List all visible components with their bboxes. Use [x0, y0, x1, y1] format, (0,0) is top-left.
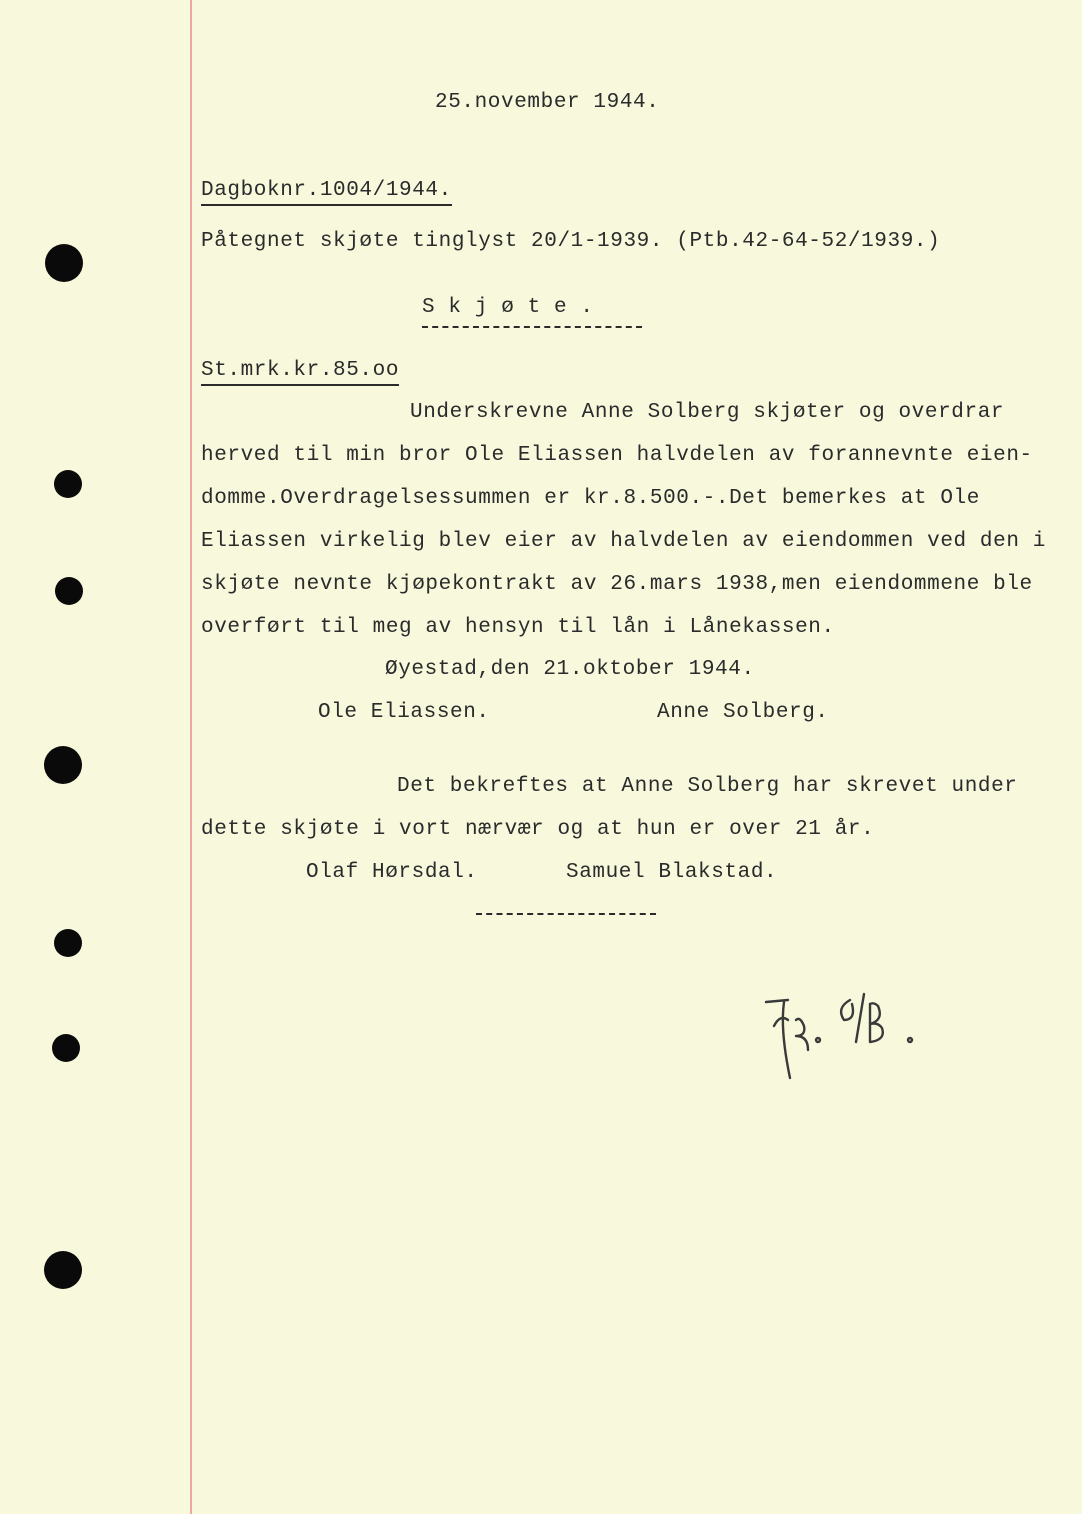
body-line: Underskrevne Anne Solberg skjøter og overdrar — [410, 401, 1005, 424]
body-line: domme.Overdragelsessummen er kr.8.500.-.Det bemerkes at Ole — [201, 487, 980, 510]
witness-2: Samuel Blakstad. — [566, 861, 778, 884]
stamp-duty: St.mrk.kr.85.oo — [201, 360, 399, 386]
signatory-seller: Anne Solberg. — [657, 701, 829, 724]
witness-1: Olaf Hørsdal. — [306, 861, 478, 884]
punch-hole — [44, 1251, 82, 1289]
scan-border — [0, 1514, 1082, 1536]
body-line: skjøte nevnte kjøpekontrakt av 26.mars 1938,men eiendommene ble — [201, 573, 1033, 596]
punch-hole — [55, 577, 83, 605]
margin-rule — [190, 0, 192, 1514]
punch-hole — [54, 929, 82, 957]
punch-hole — [54, 470, 82, 498]
punch-hole — [45, 244, 83, 282]
place-date: Øyestad,den 21.oktober 1944. — [385, 658, 755, 681]
closing-rule — [476, 913, 656, 915]
signatory-buyer: Ole Eliassen. — [318, 701, 490, 724]
body-line: herved til min bror Ole Eliassen halvdelen av forannevnte eien- — [201, 444, 1033, 467]
registration-endorsement: Påtegnet skjøte tinglyst 20/1-1939. (Ptb.42-64-52/1939.) — [201, 230, 941, 253]
document-title: S k j ø t e . — [422, 296, 594, 319]
body-line: overført til meg av hensyn til lån i Lånekassen. — [201, 616, 835, 639]
punch-hole — [52, 1034, 80, 1062]
punch-hole — [44, 746, 82, 784]
journal-number: Dagboknr.1004/1944. — [201, 180, 452, 206]
handwritten-initials — [760, 990, 930, 1090]
witness-statement-line: Det bekreftes at Anne Solberg har skrevet under — [397, 775, 1018, 798]
body-line: Eliassen virkelig blev eier av halvdelen av eiendommen ved den i — [201, 530, 1046, 553]
title-underline — [422, 326, 642, 328]
document-date: 25.november 1944. — [435, 91, 660, 114]
witness-statement-line: dette skjøte i vort nærvær og at hun er over 21 år. — [201, 818, 875, 841]
